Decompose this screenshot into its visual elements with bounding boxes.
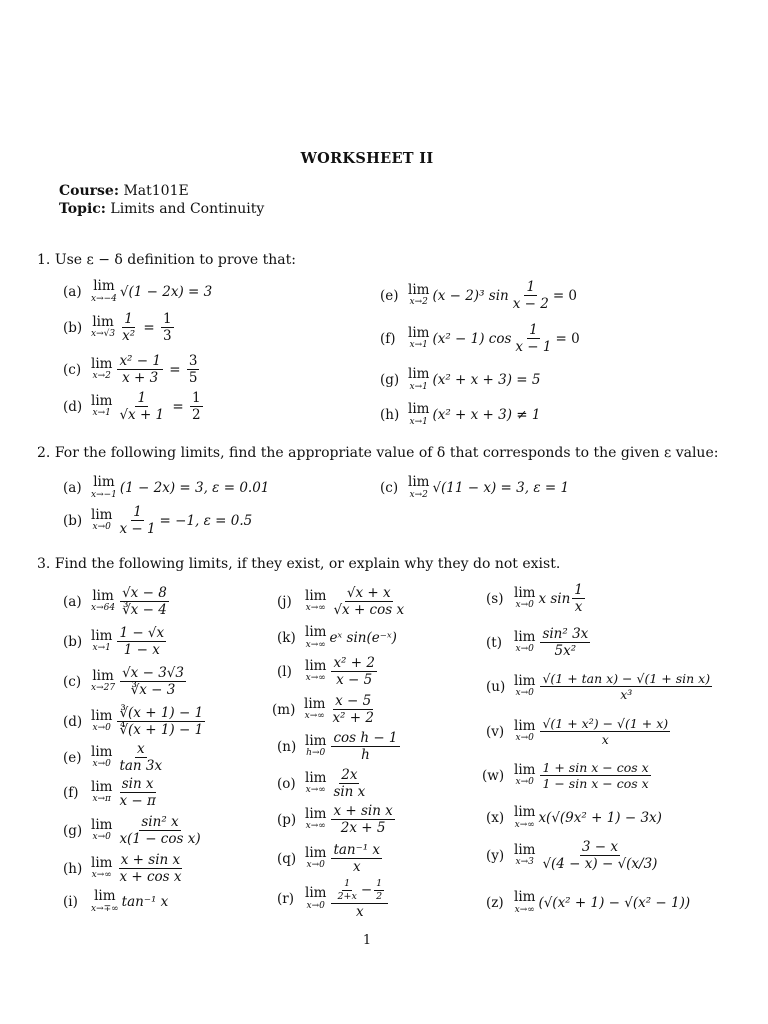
lim-subscript: x→2 <box>92 371 111 382</box>
p3-item-g <box>63 815 205 846</box>
lim-subscript: x→0 <box>515 733 534 744</box>
lim-subscript: x→∞ <box>304 711 325 722</box>
fraction-denominator: h <box>361 747 370 764</box>
item-label: (g) <box>63 822 83 839</box>
lim-subscript: x→1 <box>409 381 428 392</box>
lim-subscript: x→1 <box>92 408 111 419</box>
lim-word: lim <box>305 769 327 786</box>
lim-word: lim <box>92 313 114 330</box>
p3-item-v <box>486 717 672 746</box>
fraction-denominator: x − 5 <box>336 672 373 689</box>
fraction-denominator: sin x <box>333 784 366 801</box>
lim-subscript: x→2 <box>409 489 428 500</box>
fraction-denominator: x − 2 <box>512 296 549 313</box>
lim-word: lim <box>305 805 327 822</box>
p1-item-d: (d) lim x→1 $\frac{1}{√x + 1}$ = $\frac{1}{2}$ <box>63 390 201 424</box>
fraction-numerator: 1 <box>574 582 583 598</box>
item-suffix: = 0 <box>552 287 578 304</box>
item-expression: tan⁻¹ x <box>121 893 169 910</box>
p3-item-x <box>486 806 662 830</box>
item-label: (b) <box>63 319 83 336</box>
lim-word: lim <box>305 844 327 861</box>
p2-item-b <box>63 505 252 536</box>
fraction-numerator: ∛(x + 1) − 1 <box>119 705 204 721</box>
problem-3-text: Find the following limits, if they exist, or explain why they do not exist. <box>54 556 561 572</box>
p3-item-u <box>486 672 714 701</box>
fraction-denominator: 1 − x <box>123 642 160 659</box>
fraction-denominator: x <box>574 599 583 616</box>
lim-subscript: x→0 <box>306 860 325 871</box>
p3-item-h <box>63 853 185 884</box>
item-label: (l) <box>277 663 292 680</box>
p3-item-t <box>486 627 592 658</box>
lim-word: lim <box>514 761 536 778</box>
item-label: (b) <box>63 633 83 650</box>
item-label: (d) <box>63 713 83 730</box>
item-label: (t) <box>486 634 502 651</box>
rhs-denominator: 2 <box>192 407 201 424</box>
fraction-numerator: 1 + sin x − cos x <box>542 760 649 775</box>
fraction-denominator: ∜(x + 1) − 1 <box>119 722 204 739</box>
fraction-denominator: √x + 1 <box>119 407 165 424</box>
inner2-numerator: 1 <box>376 878 383 889</box>
lim-subscript: x→∞ <box>514 819 535 830</box>
item-prefix: (x² − 1) cos <box>432 330 512 347</box>
fraction-numerator: x − 5 <box>335 693 372 709</box>
p3-item-l <box>277 656 379 687</box>
problem-3-number: 3. <box>37 556 51 572</box>
item-label: (j) <box>277 593 292 610</box>
fraction-denominator: x − π <box>119 793 156 810</box>
item-label: (a) <box>63 593 82 610</box>
p2-item-c <box>380 476 569 500</box>
item-label: (b) <box>63 512 83 529</box>
p3-item-b <box>63 626 168 657</box>
lim-word: lim <box>514 628 536 645</box>
item-expression: eˣ sin(e⁻ˣ) <box>329 629 397 646</box>
p1-item-e <box>380 280 577 311</box>
p3-item-i <box>63 890 168 914</box>
lim-subscript: x→√3 <box>91 329 116 340</box>
lim-subscript: x→0 <box>306 900 325 911</box>
fraction-denominator: 5x² <box>554 643 577 660</box>
p1-item-c: (c) lim x→2 $\frac{\text{x² − 1}}{x + 3}$ = $\frac{3}{5}$ <box>63 353 198 387</box>
p3-item-e <box>63 742 166 773</box>
problem-1-text: Use ε − δ definition to prove that: <box>54 252 296 268</box>
lim-subscript: x→3 <box>515 857 534 868</box>
inner-numerator: 1 <box>344 878 351 889</box>
lim-word: lim <box>408 401 430 417</box>
course-line <box>59 183 189 199</box>
lim-subscript: x→1 <box>409 416 428 427</box>
lim-subscript: x→0 <box>515 600 534 611</box>
lim-word: lim <box>92 667 114 684</box>
lim-word: lim <box>408 366 430 382</box>
item-label: (o) <box>277 775 296 792</box>
item-suffix: = 0 <box>555 330 580 347</box>
lim-subscript: x→64 <box>91 603 116 614</box>
lim-subscript: x→0 <box>92 723 111 734</box>
lim-subscript: x→2 <box>409 297 428 308</box>
fraction-denominator: x² + 2 <box>332 710 374 727</box>
item-label: (g) <box>380 371 400 388</box>
item-label: (u) <box>486 678 506 695</box>
fraction-denominator: x − 1 <box>119 521 156 538</box>
lim-subscript: x→1 <box>92 643 111 654</box>
fraction-numerator: 1 <box>124 311 133 327</box>
p1-item-h <box>380 403 540 427</box>
lim-subscript: x→∞ <box>305 821 326 832</box>
item-label: (p) <box>277 811 297 828</box>
item-expression: (1 − 2x) = 3, ε = 0.01 <box>119 479 270 496</box>
topic-label: Topic: <box>59 201 106 217</box>
lim-subscript: x→∞ <box>514 904 535 915</box>
item-expression: √(11 − x) = 3, ε = 1 <box>432 479 570 496</box>
item-prefix: (x − 2)³ sin <box>432 287 509 304</box>
fraction-numerator: √(1 + x²) − √(1 + x) <box>542 716 669 731</box>
p3-item-f <box>63 777 160 808</box>
lim-subscript: x→−1 <box>91 489 117 500</box>
lim-subscript: x→π <box>92 794 111 805</box>
lim-word: lim <box>305 732 327 749</box>
topic-line <box>59 201 264 217</box>
fraction-numerator: 1 − √x <box>119 625 165 641</box>
topic-value: Limits and Continuity <box>110 201 265 217</box>
item-label: (a) <box>63 479 82 496</box>
fraction-numerator: cos h − 1 <box>333 730 398 746</box>
item-expression: x(√(9x² + 1) − 3x) <box>538 809 662 826</box>
fraction-numerator: 1 <box>526 279 536 295</box>
lim-word: lim <box>514 804 536 820</box>
lim-word: lim <box>408 324 430 341</box>
lim-subscript: x→0 <box>92 759 111 770</box>
lim-word: lim <box>91 854 113 871</box>
lim-subscript: x→0 <box>515 777 534 788</box>
page-number: 1 <box>362 933 372 948</box>
fraction-numerator: x² − 1 <box>119 353 161 369</box>
p3-item-m <box>272 694 378 725</box>
lim-word: lim <box>94 888 116 904</box>
item-label: (h) <box>380 406 400 423</box>
lim-word: lim <box>93 278 115 294</box>
lim-word: lim <box>91 816 113 833</box>
item-label: (k) <box>277 629 296 646</box>
fraction-denominator: ∛x − 3 <box>130 682 176 699</box>
lim-subscript: x→∞ <box>305 639 326 650</box>
p3-item-k <box>277 626 397 650</box>
lim-word: lim <box>304 695 326 712</box>
fraction-denominator: ∛x − 4 <box>122 602 167 619</box>
item-label: (a) <box>63 283 82 300</box>
fraction-numerator: √x + x <box>346 585 391 601</box>
fraction-numerator: 1 <box>137 390 147 406</box>
rhs-denominator: 3 <box>163 328 172 345</box>
fraction-numerator: 2x <box>341 767 358 783</box>
lim-subscript: x→0 <box>92 832 111 843</box>
p3-item-r <box>277 879 390 919</box>
fraction-denominator: 2x + 5 <box>340 820 386 837</box>
inner-operator: − <box>360 882 373 899</box>
lim-subscript: x→0 <box>515 644 534 655</box>
item-label: (e) <box>380 287 399 304</box>
lim-word: lim <box>91 627 113 644</box>
problem-2-number: 2. <box>37 445 51 461</box>
item-label: (c) <box>63 361 82 378</box>
lim-word: lim <box>91 506 113 523</box>
lim-word: lim <box>305 624 327 640</box>
lim-subscript: x→∓∞ <box>91 903 119 914</box>
fraction-denominator: x <box>352 859 361 876</box>
problem-3-heading <box>37 556 560 572</box>
lim-subscript: x→27 <box>91 683 116 694</box>
inner2-denominator: 2 <box>376 890 383 902</box>
p3-item-w <box>482 761 653 790</box>
lim-subscript: x→0 <box>92 522 111 533</box>
item-expression: √(1 − 2x) = 3 <box>119 283 213 300</box>
fraction-denominator: x + 3 <box>122 370 159 387</box>
p3-item-p <box>277 804 397 835</box>
lim-word: lim <box>514 672 536 689</box>
item-label: (v) <box>486 723 505 740</box>
item-expression: (x² + x + 3) = 5 <box>432 371 541 388</box>
fraction-numerator: x + sin x <box>333 803 393 819</box>
item-label: (x) <box>486 809 505 826</box>
lim-word: lim <box>305 885 327 902</box>
fraction-denominator: x³ <box>620 687 633 703</box>
page-title: WORKSHEET II <box>300 150 434 167</box>
lim-subscript: x→∞ <box>305 785 326 796</box>
item-label: (r) <box>277 891 294 908</box>
lim-subscript: x→∞ <box>305 673 326 684</box>
p1-item-g <box>380 368 540 392</box>
p3-item-d <box>63 706 207 737</box>
fraction-numerator: 1 <box>529 322 538 338</box>
item-expression: (x² + x + 3) ≠ 1 <box>432 406 541 423</box>
lim-word: lim <box>305 657 327 674</box>
p3-item-c <box>63 666 188 697</box>
fraction-denominator: √x + cos x <box>333 602 405 619</box>
lim-word: lim <box>514 889 536 905</box>
fraction-numerator: x² + 2 <box>333 655 375 671</box>
fraction-denominator: 1 − sin x − cos x <box>542 776 649 792</box>
p1-item-a <box>63 280 212 304</box>
course-label: Course: <box>59 183 119 199</box>
p3-item-n <box>277 731 402 762</box>
item-label: (z) <box>486 894 504 911</box>
item-label: (y) <box>486 847 505 864</box>
problem-1-heading <box>37 252 296 268</box>
item-label: (d) <box>63 398 83 415</box>
item-suffix: = −1, ε = 0.5 <box>159 512 253 529</box>
lim-word: lim <box>91 707 113 724</box>
rhs-numerator: 3 <box>188 353 198 369</box>
lim-subscript: x→0 <box>515 688 534 699</box>
p3-item-j <box>277 586 408 617</box>
item-label: (m) <box>272 701 296 718</box>
rhs-numerator: 1 <box>163 311 172 327</box>
lim-word: lim <box>91 355 113 372</box>
fraction-denominator: x(1 − cos x) <box>119 831 201 848</box>
lim-word: lim <box>514 717 536 734</box>
fraction-numerator: √x − 8 <box>122 585 167 601</box>
item-label: (q) <box>277 850 297 867</box>
p3-item-z <box>486 891 690 915</box>
fraction-numerator: sin x <box>121 776 154 792</box>
rhs-denominator: 5 <box>188 370 198 387</box>
lim-subscript: x→∞ <box>305 603 326 614</box>
lim-word: lim <box>93 474 115 490</box>
p3-item-o <box>277 768 369 799</box>
inner-denominator: 2+x <box>337 890 357 902</box>
item-label: (i) <box>63 893 78 910</box>
lim-word: lim <box>514 584 536 601</box>
item-label: (n) <box>277 738 297 755</box>
item-expression: (√(x² + 1) − √(x² − 1)) <box>538 894 691 911</box>
fraction-denominator: x <box>601 732 609 748</box>
item-label: (c) <box>380 479 399 496</box>
p3-item-q <box>277 843 384 874</box>
item-label: (f) <box>63 784 79 801</box>
rhs-numerator: 1 <box>192 390 201 406</box>
problem-2-text: For the following limits, find the appropriate value of δ that corresponds to the given ε value: <box>54 445 719 461</box>
p3-item-y <box>486 840 661 871</box>
p3-item-s <box>486 583 587 614</box>
fraction-numerator: 3 − x <box>581 839 618 855</box>
lim-word: lim <box>92 587 114 604</box>
fraction-denominator: tan 3x <box>119 758 163 775</box>
lim-word: lim <box>408 474 430 490</box>
fraction-numerator: x <box>136 741 145 757</box>
lim-subscript: h→0 <box>306 748 326 759</box>
fraction-denominator: x <box>355 903 364 920</box>
item-prefix: x sin <box>538 590 571 607</box>
item-label: (w) <box>482 767 505 784</box>
fraction-numerator: x + sin x <box>120 852 181 868</box>
lim-word: lim <box>91 778 113 795</box>
lim-word: lim <box>408 281 430 298</box>
lim-subscript: x→−4 <box>91 293 117 304</box>
lim-word: lim <box>514 841 536 858</box>
lim-word: lim <box>305 587 327 604</box>
item-label: (h) <box>63 860 83 877</box>
fraction-denominator: x − 1 <box>515 339 552 356</box>
fraction-numerator: 1 <box>133 504 142 520</box>
p1-item-b: (b) lim x→√3 $\frac{1}{\text{x²}}$ = $\frac{1}{3}$ <box>63 311 172 345</box>
item-label: (e) <box>63 749 82 766</box>
fraction-numerator: √x − 3√3 <box>122 665 184 681</box>
problem-1-number: 1. <box>37 252 51 268</box>
fraction-numerator: sin² x <box>141 814 179 830</box>
fraction-denominator: x² <box>122 328 136 345</box>
item-label: (f) <box>380 330 396 347</box>
problem-2-heading <box>37 445 718 461</box>
lim-subscript: x→∞ <box>91 870 112 881</box>
fraction-numerator: sin² 3x <box>542 626 589 642</box>
lim-subscript: x→1 <box>409 340 428 351</box>
item-label: (s) <box>486 590 504 607</box>
p3-item-a <box>63 586 171 617</box>
fraction-denominator: x + cos x <box>119 869 182 886</box>
lim-word: lim <box>91 743 113 760</box>
item-label: (c) <box>63 673 82 690</box>
fraction-numerator: tan⁻¹ x <box>333 842 381 858</box>
p2-item-a <box>63 476 269 500</box>
lim-word: lim <box>91 392 113 409</box>
fraction-denominator: √(4 − x) − √(x/3) <box>542 856 658 873</box>
p1-item-f <box>380 323 580 354</box>
fraction-numerator: √(1 + tan x) − √(1 + sin x) <box>542 671 711 686</box>
course-value: Mat101E <box>123 183 189 199</box>
